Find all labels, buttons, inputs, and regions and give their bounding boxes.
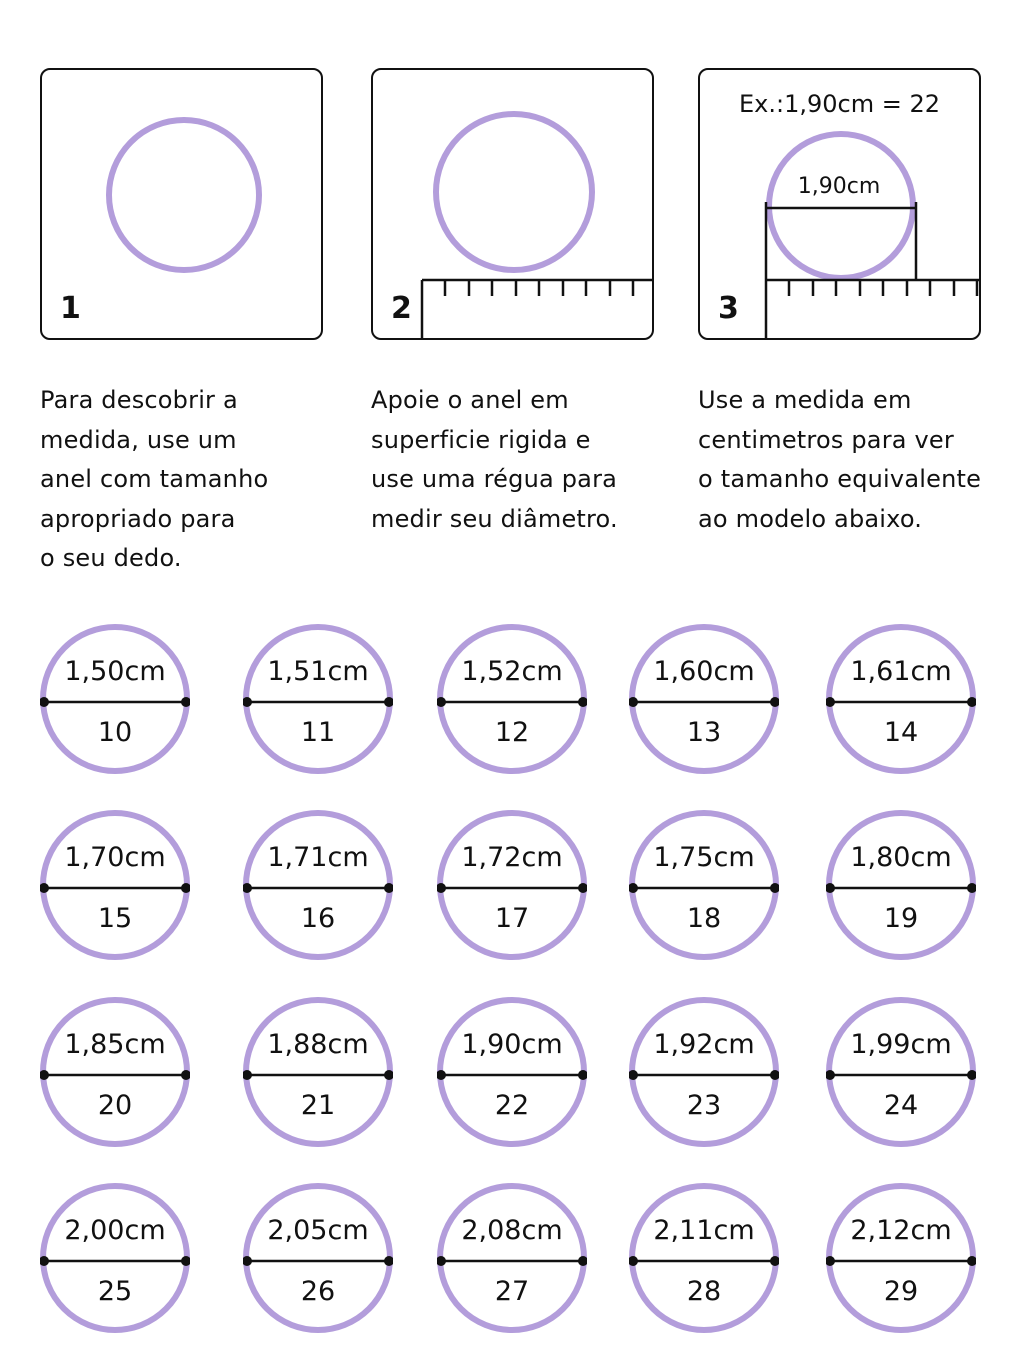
ring-illustration [243,1182,393,1334]
ring-size-item [826,996,976,1148]
diameter-endpoint-dot [578,1256,587,1266]
ring-size-number: 20 [97,1090,133,1121]
ring-diameter-label: 1,61cm [850,656,952,687]
ring-size-number: 18 [686,903,722,934]
ring-size-number: 19 [883,903,919,934]
ring-circle [632,813,776,957]
ring-circle [246,813,390,957]
step-1-instruction: Para descobrir a medida, use um anel com tamanho apropriado para o seu dedo. [40,386,269,572]
diameter-endpoint-dot [181,697,190,707]
diameter-endpoint-dot [967,1070,976,1080]
step-1-number: 1 [60,291,81,326]
ring-illustration [629,996,779,1148]
ring-circle [246,1186,390,1330]
ring-circle [440,627,584,771]
diameter-endpoint-dot [967,697,976,707]
diameter-endpoint-dot [437,697,446,707]
diameter-endpoint-dot [826,697,835,707]
ring-illustration [826,809,976,961]
diameter-endpoint-dot [629,1070,638,1080]
ring-size-number: 16 [300,903,336,934]
diameter-endpoint-dot [578,883,587,893]
ring-diameter-label: 1,71cm [267,842,369,873]
ring-size-item [629,1182,779,1334]
diameter-endpoint-dot [967,1256,976,1266]
ring-illustration [243,623,393,775]
ring-size-number: 11 [300,717,336,748]
ring-size-item [437,809,587,961]
ring-diameter-label: 1,72cm [461,842,563,873]
ring-size-number: 24 [883,1090,919,1121]
diameter-endpoint-dot [243,883,252,893]
ring-diameter-label: 1,52cm [461,656,563,687]
diameter-endpoint-dot [40,883,49,893]
ring-illustration [437,809,587,961]
ring-circle [440,813,584,957]
ruler-icon [422,280,654,340]
diameter-endpoint-dot [437,1070,446,1080]
ring-circle [43,627,187,771]
example-measure: 1,90cm [797,174,881,199]
step-2-instruction: Apoie o anel em superficie rigida e use uma régua para medir seu diâmetro. [371,386,618,533]
diameter-endpoint-dot [770,697,779,707]
diameter-endpoint-dot [40,697,49,707]
diameter-endpoint-dot [40,1070,49,1080]
step-2-number: 2 [391,291,412,326]
ring-size-number: 14 [883,717,919,748]
ring-illustration [437,996,587,1148]
ring-illustration [40,1182,190,1334]
ring-outline [769,134,913,278]
ring-circle [246,1000,390,1144]
diameter-endpoint-dot [770,1256,779,1266]
ring-circle [829,813,973,957]
ring-size-number: 13 [686,717,722,748]
ring-diameter-label: 1,90cm [461,1029,563,1060]
ruler-icon [766,280,981,296]
ring-diameter-label: 1,99cm [850,1029,952,1060]
ring-circle [632,1186,776,1330]
diameter-endpoint-dot [243,1256,252,1266]
ring-outline [436,114,592,270]
diameter-endpoint-dot [578,697,587,707]
ring-illustration [629,809,779,961]
ring-diameter-label: 1,75cm [653,842,755,873]
diameter-endpoint-dot [770,1070,779,1080]
ring-illustration [437,1182,587,1334]
ring-size-item [243,1182,393,1334]
ring-illustration [826,1182,976,1334]
ring-diameter-label: 2,11cm [653,1215,755,1246]
diameter-endpoint-dot [770,883,779,893]
ring-size-number: 15 [97,903,133,934]
step-1-illustration [42,70,323,340]
ring-size-number: 21 [300,1090,336,1121]
ring-illustration [40,623,190,775]
ring-diameter-label: 1,88cm [267,1029,369,1060]
ring-diameter-label: 1,85cm [64,1029,166,1060]
diameter-endpoint-dot [384,697,393,707]
ring-diameter-label: 2,08cm [461,1215,563,1246]
measure-bracket [766,202,916,340]
diameter-endpoint-dot [181,1070,190,1080]
diameter-endpoint-dot [578,1070,587,1080]
ring-size-number: 26 [300,1276,336,1307]
ring-size-number: 17 [494,903,530,934]
ring-outline [109,120,259,270]
example-label: Ex.:1,90cm = 22 [739,90,940,118]
diameter-endpoint-dot [437,1256,446,1266]
diameter-endpoint-dot [181,883,190,893]
diameter-endpoint-dot [384,1256,393,1266]
ring-size-item [437,623,587,775]
ring-circle [829,627,973,771]
ring-size-item [826,809,976,961]
ring-circle [829,1186,973,1330]
step-2-panel [371,68,654,340]
ring-diameter-label: 1,80cm [850,842,952,873]
ring-size-number: 23 [686,1090,722,1121]
ring-size-item [40,1182,190,1334]
ring-illustration [437,623,587,775]
step-2-illustration [373,70,654,340]
ring-diameter-label: 1,51cm [267,656,369,687]
ring-circle [632,1000,776,1144]
ring-diameter-label: 2,00cm [64,1215,166,1246]
ring-size-item [629,623,779,775]
ring-circle [829,1000,973,1144]
ring-diameter-label: 1,60cm [653,656,755,687]
diameter-endpoint-dot [243,697,252,707]
ring-size-item [437,1182,587,1334]
diameter-endpoint-dot [40,1256,49,1266]
diameter-endpoint-dot [826,883,835,893]
diameter-endpoint-dot [826,1256,835,1266]
diameter-endpoint-dot [384,883,393,893]
diameter-endpoint-dot [384,1070,393,1080]
ring-size-number: 22 [494,1090,530,1121]
ring-diameter-label: 2,12cm [850,1215,952,1246]
ring-circle [43,813,187,957]
ring-circle [43,1186,187,1330]
diameter-endpoint-dot [629,697,638,707]
ring-illustration [826,996,976,1148]
step-3-panel [698,68,981,340]
ring-illustration [629,623,779,775]
ring-size-item [629,809,779,961]
ring-size-item [243,623,393,775]
ring-illustration [40,996,190,1148]
ring-size-item [40,996,190,1148]
ring-illustration [826,623,976,775]
ring-size-item [629,996,779,1148]
ring-circle [632,627,776,771]
ring-circle [440,1186,584,1330]
ring-size-item [826,1182,976,1334]
ring-size-item [40,809,190,961]
ring-size-number: 28 [686,1276,722,1307]
ring-size-number: 29 [883,1276,919,1307]
ring-illustration [243,996,393,1148]
diameter-endpoint-dot [826,1070,835,1080]
diameter-endpoint-dot [181,1256,190,1266]
diameter-endpoint-dot [437,883,446,893]
ring-diameter-label: 1,50cm [64,656,166,687]
ring-diameter-label: 1,70cm [64,842,166,873]
ring-size-number: 12 [494,717,530,748]
diameter-endpoint-dot [629,1256,638,1266]
ring-diameter-label: 1,92cm [653,1029,755,1060]
diameter-endpoint-dot [629,883,638,893]
diameter-endpoint-dot [967,883,976,893]
diameter-endpoint-dot [243,1070,252,1080]
step-3-instruction: Use a medida em centimetros para ver o tamanho equivalente ao modelo abaixo. [698,386,982,533]
ring-size-item [243,809,393,961]
step-1-panel [40,68,323,340]
ring-circle [440,1000,584,1144]
ring-illustration [243,809,393,961]
ring-size-item [40,623,190,775]
ring-circle [43,1000,187,1144]
ring-illustration [629,1182,779,1334]
ring-size-number: 10 [97,717,133,748]
ring-size-item [437,996,587,1148]
ring-illustration [40,809,190,961]
ring-size-item [826,623,976,775]
step-3-number: 3 [718,291,739,326]
ring-circle [246,627,390,771]
ring-size-number: 27 [494,1276,530,1307]
ring-size-item [243,996,393,1148]
ring-size-number: 25 [97,1276,133,1307]
ring-diameter-label: 2,05cm [267,1215,369,1246]
